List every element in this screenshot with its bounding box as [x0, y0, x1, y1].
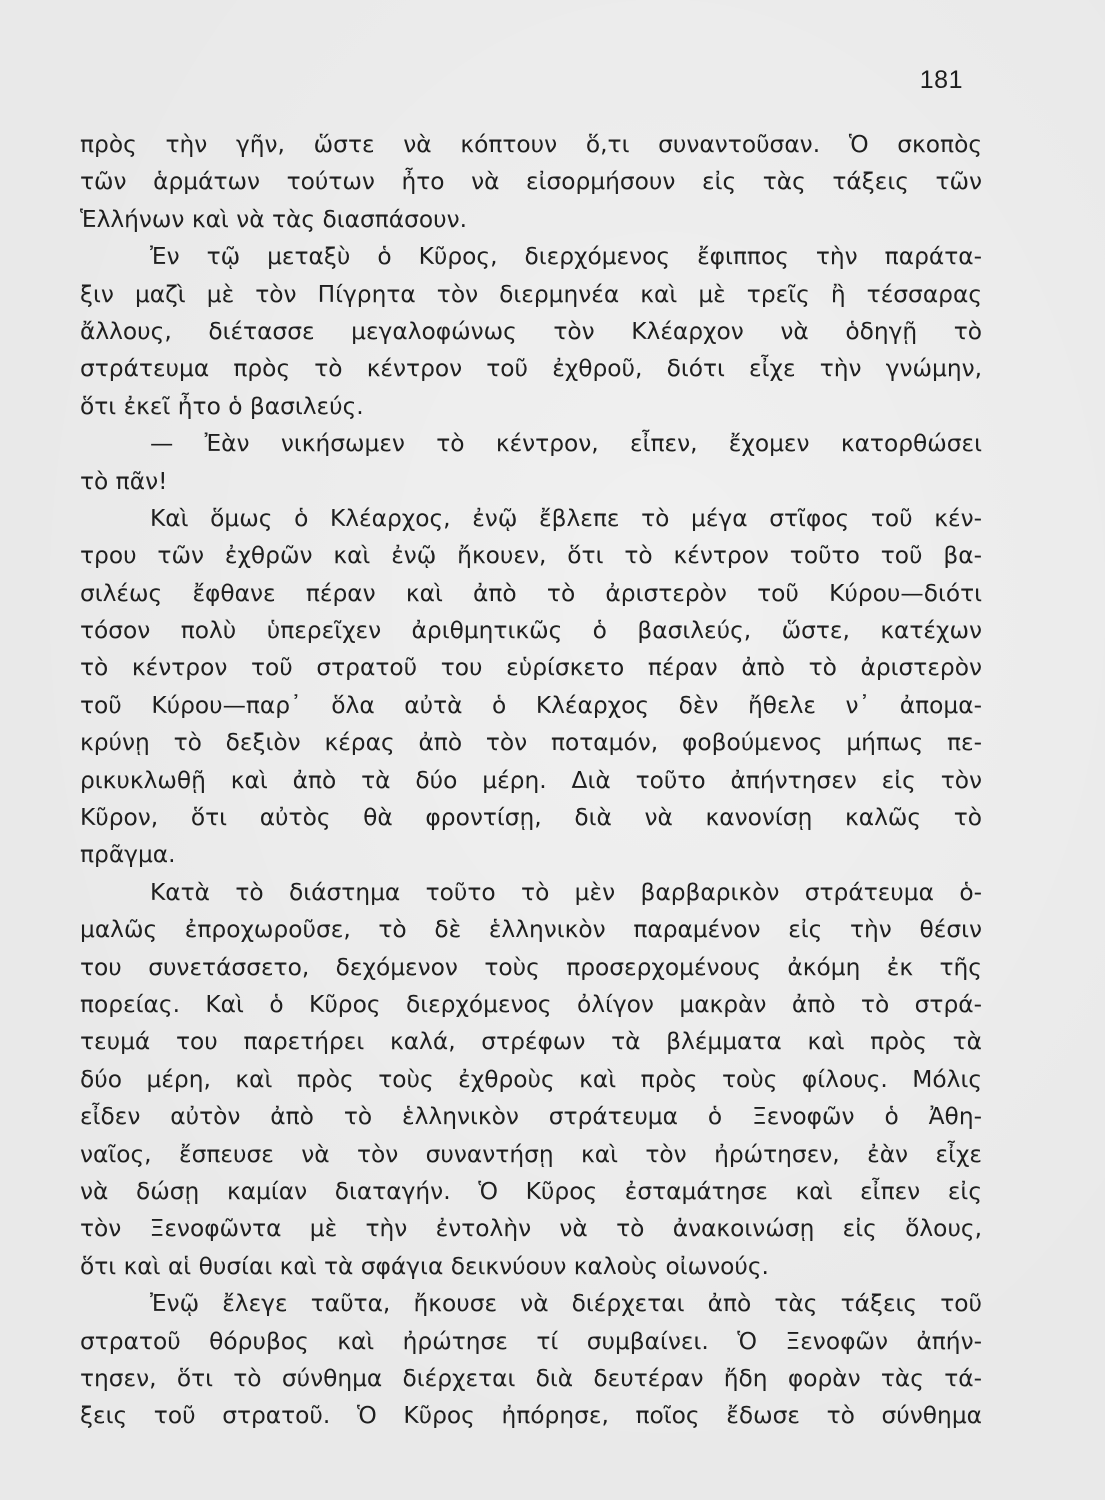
- text-line: σιλέως ἔφθανε πέραν καὶ ἀπὸ τὸ ἀριστερὸν τοῦ Κύρου—διότι: [80, 579, 982, 607]
- text-line: νὰ δώσῃ καμίαν διαταγήν. Ὁ Κῦρος ἐσταμάτησε καὶ εἶπεν εἰς: [80, 1177, 982, 1205]
- text-line: Καὶ ὅμως ὁ Κλέαρχος, ἐνῷ ἔβλεπε τὸ μέγα στῖφος τοῦ κέν-: [150, 504, 982, 532]
- text-line: εἶδεν αὐτὸν ἀπὸ τὸ ἑλληνικὸν στράτευμα ὁ Ξενοφῶν ὁ Ἀθη-: [80, 1103, 982, 1131]
- text-line: τόσον πολὺ ὑπερεῖχεν ἀριθμητικῶς ὁ βασιλεύς, ὥστε, κατέχων: [80, 617, 982, 645]
- text-line: κρύνῃ τὸ δεξιὸν κέρας ἀπὸ τὸν ποταμόν, φοβούμενος μήπως πε-: [80, 729, 982, 757]
- text-line: Ἐνῷ ἔλεγε ταῦτα, ἤκουσε νὰ διέρχεται ἀπὸ τὰς τάξεις τοῦ: [150, 1290, 982, 1318]
- text-line: Κατὰ τὸ διάστημα τοῦτο τὸ μὲν βαρβαρικὸν στράτευμα ὁ-: [150, 878, 982, 906]
- page-text-body: [80, 126, 982, 1435]
- text-line: ξεις τοῦ στρατοῦ. Ὁ Κῦρος ἠπόρησε, ποῖος ἔδωσε τὸ σύνθημα: [80, 1402, 982, 1430]
- text-line: πρὸς τὴν γῆν, ὥστε νὰ κόπτουν ὅ,τι συναντοῦσαν. Ὁ σκοπὸς: [80, 131, 982, 158]
- text-line: μαλῶς ἐπροχωροῦσε, τὸ δὲ ἑλληνικὸν παραμένον εἰς τὴν θέσιν: [80, 916, 982, 944]
- text-line: τὸν Ξενοφῶντα μὲ τὴν ἐντολὴν νὰ τὸ ἀνακοινώσῃ εἰς ὅλους,: [80, 1215, 982, 1243]
- text-line: τοῦ Κύρου—παρ᾽ ὅλα αὐτὰ ὁ Κλέαρχος δὲν ἤθελε ν᾽ ἀπομα-: [80, 691, 982, 719]
- text-line: ὅτι ἐκεῖ ἦτο ὁ βασιλεύς.: [80, 392, 364, 420]
- text-line: δύο μέρη, καὶ πρὸς τοὺς ἐχθροὺς καὶ πρὸς τοὺς φίλους. Μόλις: [80, 1065, 982, 1093]
- text-line: του συνετάσσετο, δεχόμενον τοὺς προσερχομένους ἀκόμη ἐκ τῆς: [80, 953, 982, 981]
- text-line: τῶν ἁρμάτων τούτων ἦτο νὰ εἰσορμήσουν εἰς τὰς τάξεις τῶν: [80, 168, 982, 196]
- text-line: Ἑλλήνων καὶ νὰ τὰς διασπάσουν.: [80, 205, 468, 233]
- text-line: Ἐν τῷ μεταξὺ ὁ Κῦρος, διερχόμενος ἔφιππος τὴν παράτα-: [150, 243, 982, 271]
- text-line: τὸ κέντρον τοῦ στρατοῦ του εὑρίσκετο πέραν ἀπὸ τὸ ἀριστερὸν: [80, 654, 982, 682]
- text-line: ξιν μαζὶ μὲ τὸν Πίγρητα τὸν διερμηνέα καὶ μὲ τρεῖς ἢ τέσσαρας: [80, 280, 982, 308]
- text-line: ναῖος, ἔσπευσε νὰ τὸν συναντήσῃ καὶ τὸν ἠρώτησεν, ἐὰν εἶχε: [80, 1140, 982, 1168]
- text-line: τρου τῶν ἐχθρῶν καὶ ἐνῷ ἤκουεν, ὅτι τὸ κέντρον τοῦτο τοῦ βα-: [80, 542, 982, 570]
- text-line: τευμά του παρετήρει καλά, στρέφων τὰ βλέμματα καὶ πρὸς τὰ: [80, 1028, 982, 1056]
- text-line: τησεν, ὅτι τὸ σύνθημα διέρχεται διὰ δευτέραν ἤδη φορὰν τὰς τά-: [80, 1364, 982, 1392]
- text-line: στράτευμα πρὸς τὸ κέντρον τοῦ ἐχθροῦ, διότι εἶχε τὴν γνώμην,: [80, 355, 982, 383]
- text-line: ρικυκλωθῇ καὶ ἀπὸ τὰ δύο μέρη. Διὰ τοῦτο ἀπήντησεν εἰς τὸν: [80, 766, 982, 794]
- text-line: — Ἐὰν νικήσωμεν τὸ κέντρον, εἶπεν, ἔχομεν κατορθώσει: [150, 430, 982, 458]
- page-number: 181: [919, 66, 963, 94]
- text-line: Κῦρον, ὅτι αὐτὸς θὰ φροντίσῃ, διὰ νὰ κανονίσῃ καλῶς τὸ: [80, 804, 982, 832]
- text-line: πρᾶγμα.: [80, 841, 176, 869]
- text-line: ὅτι καὶ αἱ θυσίαι καὶ τὰ σφάγια δεικνύουν καλοὺς οἰωνούς.: [80, 1252, 769, 1280]
- text-line: πορείας. Καὶ ὁ Κῦρος διερχόμενος ὀλίγον μακρὰν ἀπὸ τὸ στρά-: [80, 990, 982, 1018]
- text-line: στρατοῦ θόρυβος καὶ ἠρώτησε τί συμβαίνει. Ὁ Ξενοφῶν ἀπήν-: [80, 1327, 982, 1355]
- text-line: τὸ πᾶν!: [80, 467, 168, 495]
- text-line: ἄλλους, διέτασσε μεγαλοφώνως τὸν Κλέαρχον νὰ ὁδηγῇ τὸ: [80, 317, 982, 345]
